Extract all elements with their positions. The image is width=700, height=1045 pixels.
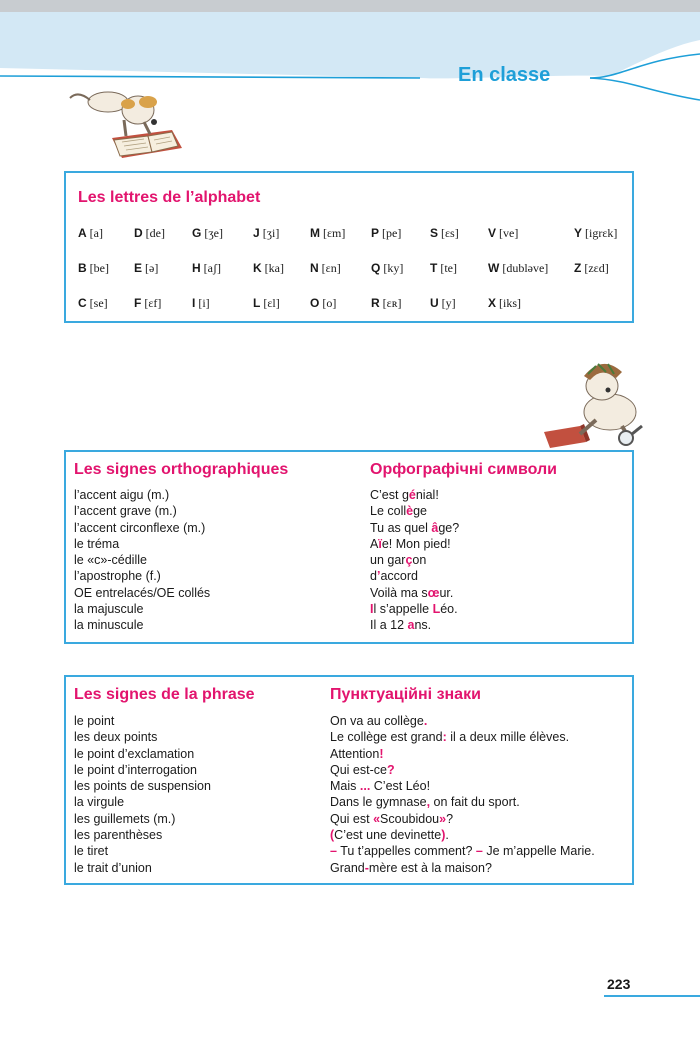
highlighted-sign: â	[431, 520, 439, 535]
term-item: l’accent circonflexe (m.)	[74, 520, 206, 535]
letter-pronunciation: [ɛʀ]	[379, 296, 402, 310]
term-item: la virgule	[74, 795, 125, 810]
letter: B	[78, 261, 87, 275]
example-item	[370, 617, 459, 633]
highlighted-sign: ç	[405, 553, 413, 568]
example-item	[370, 503, 459, 519]
example-item	[330, 713, 595, 729]
highlighted-sign: I	[370, 602, 374, 617]
example-text: .	[445, 828, 449, 843]
letter-pronunciation: [de]	[142, 226, 165, 240]
alphabet-letter	[192, 261, 221, 276]
term-item: l’accent grave (m.)	[74, 504, 177, 519]
example-text: Grand	[330, 860, 365, 875]
letter-pronunciation: [iks]	[496, 296, 522, 310]
letter: R	[371, 296, 380, 310]
letter: D	[134, 226, 143, 240]
punctuation-title-uk: Пунктуаційні знаки	[330, 686, 481, 703]
highlighted-sign: (	[330, 828, 335, 843]
letter: S	[430, 226, 439, 240]
alphabet-letter	[78, 226, 103, 241]
highlighted-sign: «	[373, 811, 381, 826]
term-item: la majuscule	[74, 602, 144, 617]
example-text: Tu t’appelles comment?	[336, 844, 476, 859]
letter-pronunciation: [aʃ]	[200, 261, 221, 275]
example-text: il a deux mille élèves.	[446, 730, 570, 745]
letter: P	[371, 226, 380, 240]
alphabet-box	[64, 171, 634, 323]
dog-reading-illustration	[64, 80, 214, 170]
letter-pronunciation: [ve]	[496, 226, 519, 240]
punctuation-title-fr: Les signes de la phrase	[74, 686, 255, 703]
highlighted-sign: !	[379, 746, 384, 761]
example-item	[330, 778, 595, 794]
letter: Z	[574, 261, 582, 275]
example-text: A	[370, 536, 379, 551]
alphabet-letter	[430, 296, 456, 311]
letter-pronunciation: [pe]	[379, 226, 402, 240]
example-item	[330, 843, 595, 859]
letter-pronunciation: [ʒi]	[259, 226, 280, 240]
term-item: le point d’interrogation	[74, 762, 197, 777]
letter-pronunciation: [o]	[319, 296, 337, 310]
alphabet-letter	[253, 226, 279, 241]
letter: H	[192, 261, 201, 275]
example-text: C’est une devinette	[334, 828, 442, 843]
example-text: Scoubidou	[380, 811, 440, 826]
letter-pronunciation: [be]	[86, 261, 109, 275]
example-item	[370, 536, 459, 552]
highlighted-sign: –	[475, 844, 483, 859]
example-text: ur.	[439, 585, 454, 600]
term-item: le «c»-cédille	[74, 553, 147, 568]
punctuation-examples-list	[330, 713, 595, 876]
example-text: d	[370, 569, 377, 584]
letter: W	[488, 261, 500, 275]
highlighted-sign: ,	[426, 795, 431, 810]
highlighted-sign: –	[330, 844, 337, 859]
alphabet-letter	[488, 296, 521, 311]
example-item	[370, 520, 459, 536]
example-item	[330, 762, 595, 778]
letter: N	[310, 261, 319, 275]
example-text: accord	[380, 569, 418, 584]
letter: E	[134, 261, 143, 275]
example-item	[330, 827, 595, 843]
letter: K	[253, 261, 262, 275]
example-text: Le coll	[370, 504, 407, 519]
punctuation-terms-list	[74, 713, 211, 876]
term-item: le point d’exclamation	[74, 746, 195, 761]
letter-pronunciation: [igrɛk]	[582, 226, 618, 240]
example-item	[330, 794, 595, 810]
example-item	[370, 601, 459, 617]
alphabet-letter	[310, 261, 341, 276]
example-text: Mais	[330, 779, 360, 794]
highlighted-sign: œ	[427, 585, 440, 600]
alphabet-letter	[310, 296, 336, 311]
term-item: l’accent aigu (m.)	[74, 488, 170, 502]
example-text: Le collège est grand	[330, 730, 443, 745]
term-item: la minuscule	[74, 618, 144, 633]
alphabet-letter	[574, 226, 617, 241]
letter: Y	[574, 226, 583, 240]
alphabet-letter	[134, 261, 158, 276]
alphabet-letter	[488, 226, 518, 241]
letter: X	[488, 296, 497, 310]
highlighted-sign: L	[432, 602, 441, 617]
term-item: les points de suspension	[74, 779, 211, 794]
example-text: C’est g	[370, 488, 409, 502]
example-text: e! Mon pied!	[381, 536, 451, 551]
page-number-rule	[604, 995, 700, 997]
example-text: mère est à la maison?	[368, 860, 492, 875]
letter-pronunciation: [y]	[438, 296, 456, 310]
alphabet-letter	[488, 261, 548, 276]
letter-pronunciation: [ɛs]	[438, 226, 459, 240]
example-item	[370, 568, 459, 584]
letter: O	[310, 296, 320, 310]
letter: C	[78, 296, 87, 310]
page-number: 223	[607, 976, 631, 992]
letter-pronunciation: [ky]	[380, 261, 404, 275]
letter: G	[192, 226, 202, 240]
example-item	[370, 552, 459, 568]
orthographic-title-uk: Орфографічні символи	[370, 461, 557, 478]
alphabet-letter	[192, 296, 210, 311]
letter: M	[310, 226, 320, 240]
alphabet-letter	[371, 226, 401, 241]
orthographic-examples-list	[370, 487, 459, 634]
alphabet-letter	[253, 261, 284, 276]
letter: J	[253, 226, 260, 240]
example-item	[330, 811, 595, 827]
example-text: on	[412, 553, 427, 568]
example-text: On va au collège	[330, 714, 424, 728]
example-text: Qui est	[330, 811, 374, 826]
example-text: on fait du sport.	[430, 795, 520, 810]
orthographic-box	[64, 450, 634, 644]
letter-pronunciation: [dubləve]	[499, 261, 549, 275]
letter: F	[134, 296, 142, 310]
highlighted-sign: .	[423, 714, 428, 728]
example-text: un gar	[370, 553, 406, 568]
letter: A	[78, 226, 87, 240]
highlighted-sign: ’	[376, 569, 381, 584]
example-text: Qui est-ce	[330, 762, 387, 777]
alphabet-letter	[574, 261, 609, 276]
letter: U	[430, 296, 439, 310]
detective-dog-illustration	[540, 350, 660, 450]
example-item	[330, 860, 595, 876]
highlighted-sign: a	[407, 618, 415, 633]
alphabet-letter	[78, 296, 108, 311]
highlighted-sign: »	[439, 811, 447, 826]
alphabet-letter	[134, 296, 161, 311]
alphabet-letter	[253, 296, 280, 311]
term-item: le tiret	[74, 844, 109, 859]
letter-pronunciation: [i]	[195, 296, 210, 310]
letter: Q	[371, 261, 381, 275]
example-item	[330, 729, 595, 745]
alphabet-letter	[371, 296, 402, 311]
example-text: ge?	[438, 520, 460, 535]
letter-pronunciation: [ka]	[261, 261, 284, 275]
example-text: Voilà ma s	[370, 585, 428, 600]
example-text: nial!	[415, 488, 439, 502]
letter-pronunciation: [te]	[437, 261, 457, 275]
letter: L	[253, 296, 261, 310]
example-item	[370, 585, 459, 601]
example-text: Il a 12	[370, 618, 408, 633]
example-item	[330, 746, 595, 762]
alphabet-letter	[310, 226, 345, 241]
term-item: les guillemets (m.)	[74, 811, 176, 826]
letter-pronunciation: [ə]	[142, 261, 159, 275]
example-text: Dans le gymnase	[330, 795, 427, 810]
letter-pronunciation: [ʒe]	[201, 226, 223, 240]
alphabet-title: Les lettres de l’alphabet	[78, 189, 261, 206]
top-strip	[0, 0, 700, 12]
alphabet-letter	[430, 226, 459, 241]
letter: I	[192, 296, 196, 310]
example-text: Tu as quel	[370, 520, 432, 535]
term-item: les deux points	[74, 730, 158, 745]
orthographic-title-fr: Les signes orthographiques	[74, 461, 289, 478]
highlighted-sign: è	[406, 504, 414, 519]
term-item: OE entrelacés/OE collés	[74, 585, 211, 600]
example-text: ge	[413, 504, 427, 519]
highlighted-sign: :	[442, 730, 447, 745]
example-text: éo.	[440, 602, 458, 617]
highlighted-sign: ...	[359, 779, 371, 794]
alphabet-letter	[371, 261, 403, 276]
letter-pronunciation: [ɛf]	[141, 296, 162, 310]
example-text: ?	[446, 811, 454, 826]
example-text: Attention	[330, 746, 380, 761]
term-item: l’apostrophe (f.)	[74, 569, 161, 584]
highlighted-sign: ?	[386, 762, 395, 777]
example-item	[370, 487, 459, 503]
letter-pronunciation: [ɛl]	[260, 296, 280, 310]
alphabet-letter	[192, 226, 223, 241]
example-text: l s’appelle	[373, 602, 433, 617]
highlighted-sign: é	[408, 488, 416, 502]
highlighted-sign: )	[441, 828, 446, 843]
alphabet-letter	[430, 261, 457, 276]
letter-pronunciation: [se]	[86, 296, 108, 310]
example-text: ns.	[414, 618, 432, 633]
letter: V	[488, 226, 497, 240]
example-text: C’est Léo!	[370, 779, 431, 794]
section-title: En classe	[458, 64, 551, 86]
term-item: les parenthèses	[74, 828, 163, 843]
punctuation-box	[64, 675, 634, 885]
alphabet-letter	[78, 261, 109, 276]
highlighted-sign: -	[364, 860, 369, 875]
alphabet-letter	[134, 226, 165, 241]
letter: T	[430, 261, 438, 275]
term-item: le trait d’union	[74, 860, 152, 875]
example-text: Je m’appelle Marie.	[482, 844, 595, 859]
highlighted-sign: ï	[378, 536, 382, 551]
orthographic-terms-list	[74, 487, 210, 634]
term-item: le tréma	[74, 536, 120, 551]
letter-pronunciation: [ɛm]	[320, 226, 346, 240]
letter-pronunciation: [ɛn]	[318, 261, 341, 275]
letter-pronunciation: [zɛd]	[581, 261, 609, 275]
term-item: le point	[74, 714, 115, 728]
letter-pronunciation: [a]	[86, 226, 103, 240]
